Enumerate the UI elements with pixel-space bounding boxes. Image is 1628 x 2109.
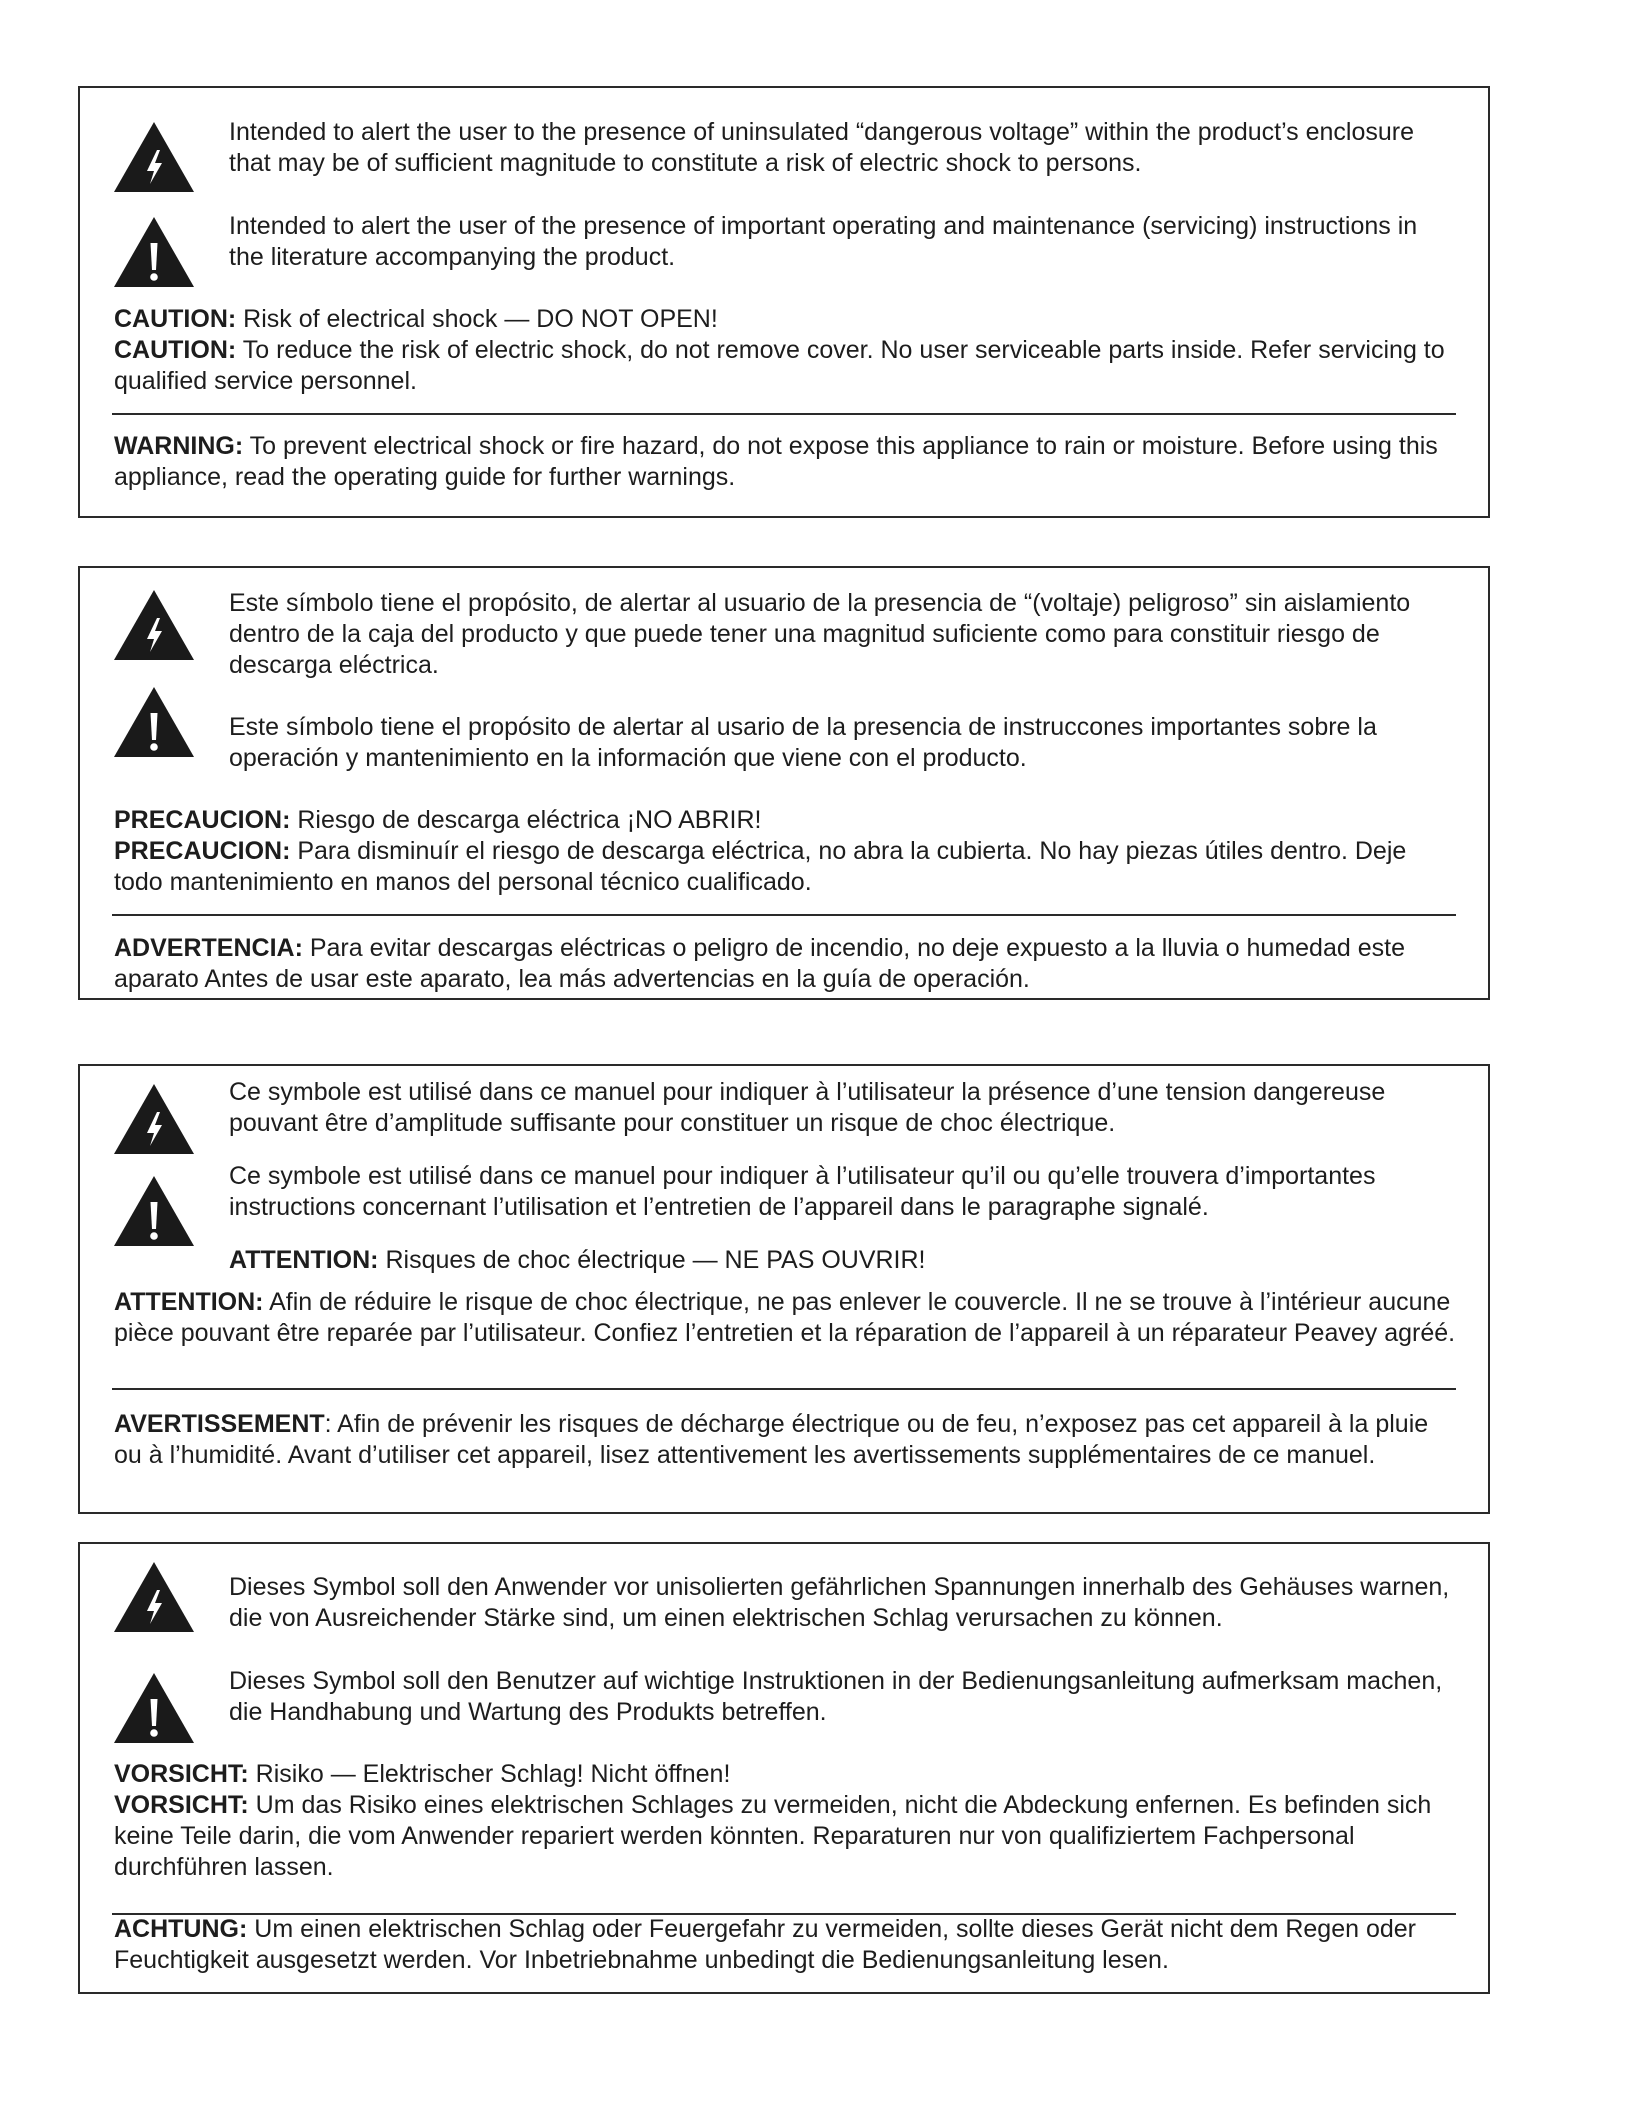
warning-label: AVERTISSEMENT: [114, 1410, 325, 1438]
english-safety-box: [78, 86, 1490, 518]
caution-statements: [114, 304, 1458, 397]
caution-label: CAUTION:: [114, 305, 237, 333]
divider: [112, 413, 1456, 415]
caution-text: Risques de choc électrique — NE PAS OUVRIR!: [378, 1246, 926, 1274]
caution-label: PRECAUCION:: [114, 806, 291, 834]
caution-text: Risiko — Elektrischer Schlag! Nicht öffnen!: [248, 1760, 731, 1788]
spanish-safety-box: [78, 566, 1490, 1000]
warning-text: Para evitar descargas eléctricas o peligro de incendio, no deje expuesto a la lluvia o humedad este aparato Antes de usar este aparato, lea más advertencias en la guía de operación.: [114, 934, 1405, 993]
warning-label: ADVERTENCIA:: [114, 934, 303, 962]
caution-statements: [114, 1759, 1458, 1883]
caution-text: Riesgo de descarga eléctrica ¡NO ABRIR!: [290, 806, 762, 834]
caution-label: ATTENTION:: [229, 1246, 379, 1274]
warning-label: WARNING:: [114, 432, 244, 460]
electric-shock-warning-icon: [112, 588, 196, 662]
electric-shock-warning-icon: [112, 120, 196, 194]
warning-statement: [114, 933, 1458, 995]
warning-text: : Afin de prévenir les risques de décharge électrique ou de feu, n’exposez pas cet appareil à la pluie ou à l’humidité. Avant d’utiliser cet appareil, lisez attentivement les avertissements supplémentaires de ce manuel.: [114, 1410, 1429, 1469]
exclamation-warning-icon: [112, 215, 196, 289]
warning-text: To prevent electrical shock or fire hazard, do not expose this appliance to rain or moisture. Before using this appliance, read the operating guide for further warnings.: [114, 432, 1438, 491]
caution-text: Afin de réduire le risque de choc électrique, ne pas enlever le couvercle. Il ne se trouve à l’intérieur aucune pièce pouvant être reparée par l’utilisateur. Confiez l’entretien et la réparation de l’appareil à un réparateur Peavey agréé.: [114, 1288, 1456, 1347]
caution-statement-indented: [229, 1245, 1458, 1276]
exclamation-warning-icon: [112, 1174, 196, 1248]
caution-label: ATTENTION:: [114, 1288, 264, 1316]
caution-label: CAUTION:: [114, 336, 237, 364]
caution-text: Risk of electrical shock — DO NOT OPEN!: [236, 305, 718, 333]
caution-text: To reduce the risk of electric shock, do not remove cover. No user serviceable parts inside. Refer servicing to qualified service personnel.: [114, 336, 1445, 395]
warning-label: ACHTUNG:: [114, 1915, 248, 1943]
electric-symbol-description: Dieses Symbol soll den Anwender vor unisolierten gefährlichen Spannungen innerhalb des Gehäuses warnen, die von Ausreichender Stärke sind, um einen elektrischen Schlag verursachen zu können.: [229, 1573, 1450, 1632]
warning-statement: [114, 1409, 1458, 1471]
caution-label: VORSICHT:: [114, 1760, 249, 1788]
divider: [112, 1388, 1456, 1390]
warning-statement: [114, 431, 1458, 493]
electric-shock-warning-icon: [112, 1560, 196, 1634]
caution-label: VORSICHT:: [114, 1791, 249, 1819]
electric-symbol-description: Ce symbole est utilisé dans ce manuel pour indiquer à l’utilisateur la présence d’une tension dangereuse pouvant être d’amplitude suffisante pour constituer un risque de choc électrique.: [229, 1078, 1386, 1137]
exclamation-warning-icon: [112, 685, 196, 759]
electric-shock-warning-icon: [112, 1082, 196, 1156]
electric-symbol-description: Intended to alert the user to the presence of uninsulated “dangerous voltage” within the product’s enclosure that may be of sufficient magnitude to constitute a risk of electric shock to persons.: [229, 118, 1415, 177]
caution-text: Um das Risiko eines elektrischen Schlages zu vermeiden, nicht die Abdeckung enfernen. Es befinden sich keine Teile darin, die vom Anwender repariert werden könnten. Reparaturen nur von qualifiziertem Fachpersonal durchführen lassen.: [114, 1791, 1432, 1881]
warning-text: Um einen elektrischen Schlag oder Feuergefahr zu vermeiden, sollte dieses Gerät nicht dem Regen oder Feuchtigkeit ausgesetzt werden. Vor Inbetriebnahme unbedingt die Bedienungsanleitung lesen.: [114, 1915, 1417, 1974]
exclamation-symbol-description: Este símbolo tiene el propósito de alertar al usario de la presencia de instruccones importantes sobre la operación y mantenimiento en la información que viene con el producto.: [229, 713, 1377, 772]
electric-symbol-description: Este símbolo tiene el propósito, de alertar al usuario de la presencia de “(voltaje) peligroso” sin aislamiento dentro de la caja del producto y que puede tener una magnitud suficiente como para constituir riesgo de descarga eléctrica.: [229, 589, 1411, 679]
french-safety-box: [78, 1064, 1490, 1514]
warning-statement: [114, 1914, 1458, 1976]
caution-label: PRECAUCION:: [114, 837, 291, 865]
divider: [112, 914, 1456, 916]
german-safety-box: [78, 1542, 1490, 1994]
caution-statements: [114, 805, 1458, 898]
caution-statements: [114, 1287, 1458, 1349]
exclamation-symbol-description: Intended to alert the user of the presence of important operating and maintenance (servicing) instructions in the literature accompanying the product.: [229, 212, 1418, 271]
exclamation-symbol-description: Dieses Symbol soll den Benutzer auf wichtige Instruktionen in der Bedienungsanleitung aufmerksam machen, die Handhabung und Wartung des Produkts betreffen.: [229, 1667, 1443, 1726]
exclamation-warning-icon: [112, 1671, 196, 1745]
exclamation-symbol-description: Ce symbole est utilisé dans ce manuel pour indiquer à l’utilisateur qu’il ou qu’elle trouvera d’importantes instructions concernant l’utilisation et l’entretien de l’appareil dans le paragraphe signalé.: [229, 1162, 1376, 1221]
caution-text: Para disminuír el riesgo de descarga eléctrica, no abra la cubierta. No hay piezas útiles dentro. Deje todo mantenimiento en manos del personal técnico cualificado.: [114, 837, 1407, 896]
